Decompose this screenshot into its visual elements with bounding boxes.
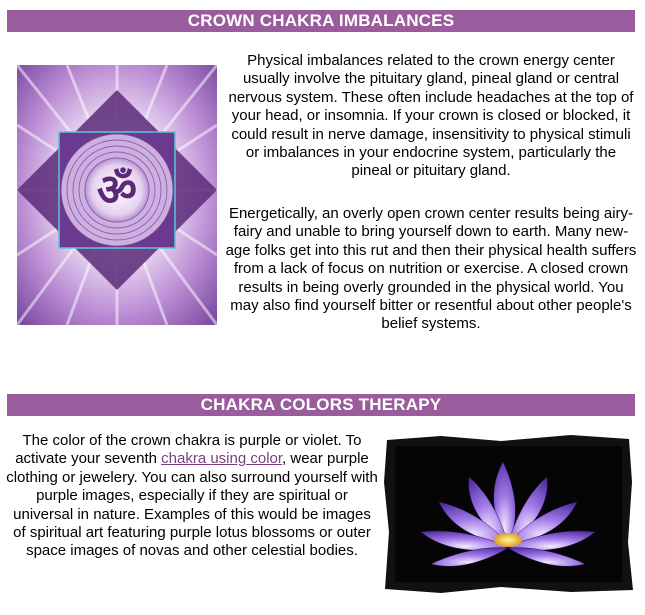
crown-chakra-symbol-image xyxy=(17,65,217,325)
crown-chakra-imbalances-heading: CROWN CHAKRA IMBALANCES xyxy=(7,10,635,32)
chakra-colors-paragraph xyxy=(6,432,378,561)
chakra-colors-therapy-heading: CHAKRA COLORS THERAPY xyxy=(7,394,635,416)
svg-text:ॐ: ॐ xyxy=(96,165,138,216)
colors-text-end: , wear purple clothing or jewelery. You can also surround yourself with purple images, especially if they are spiritual or universal in nature. Examples of this would be images of spiritual art featuring purple lotus blossoms or outer space images of novas and other celestial bodies. xyxy=(6,450,378,560)
purple-lotus-image xyxy=(381,432,636,596)
chakra-using-color-link[interactable]: chakra using color xyxy=(161,450,283,468)
colors-text-start: The color of the crown chakra is purple or violet. To activate your seventh xyxy=(15,432,362,468)
crown-imbalance-paragraph-energetic: Energetically, an overly open crown center results being airy-fairy and unable to bring yourself down to earth. Many new-age folks get into this rut and then their physical health suffers from a lack of focus on nutrition or exercise. A closed crown results in being overly grounded in the physical world. You may also find yourself bitter or resentful about other people's belief systems. xyxy=(225,205,637,333)
crown-imbalance-paragraph-physical: Physical imbalances related to the crown energy center usually involve the pituitary gland, pineal gland or central nervous system. These often include headaches at the top of your head, or insomnia. If your crown is closed or blocked, it could result in nerve damage, insensitivity to physical stimuli or imbalances in your endocrine system, particularly the pineal or pituitary gland. xyxy=(228,52,634,180)
